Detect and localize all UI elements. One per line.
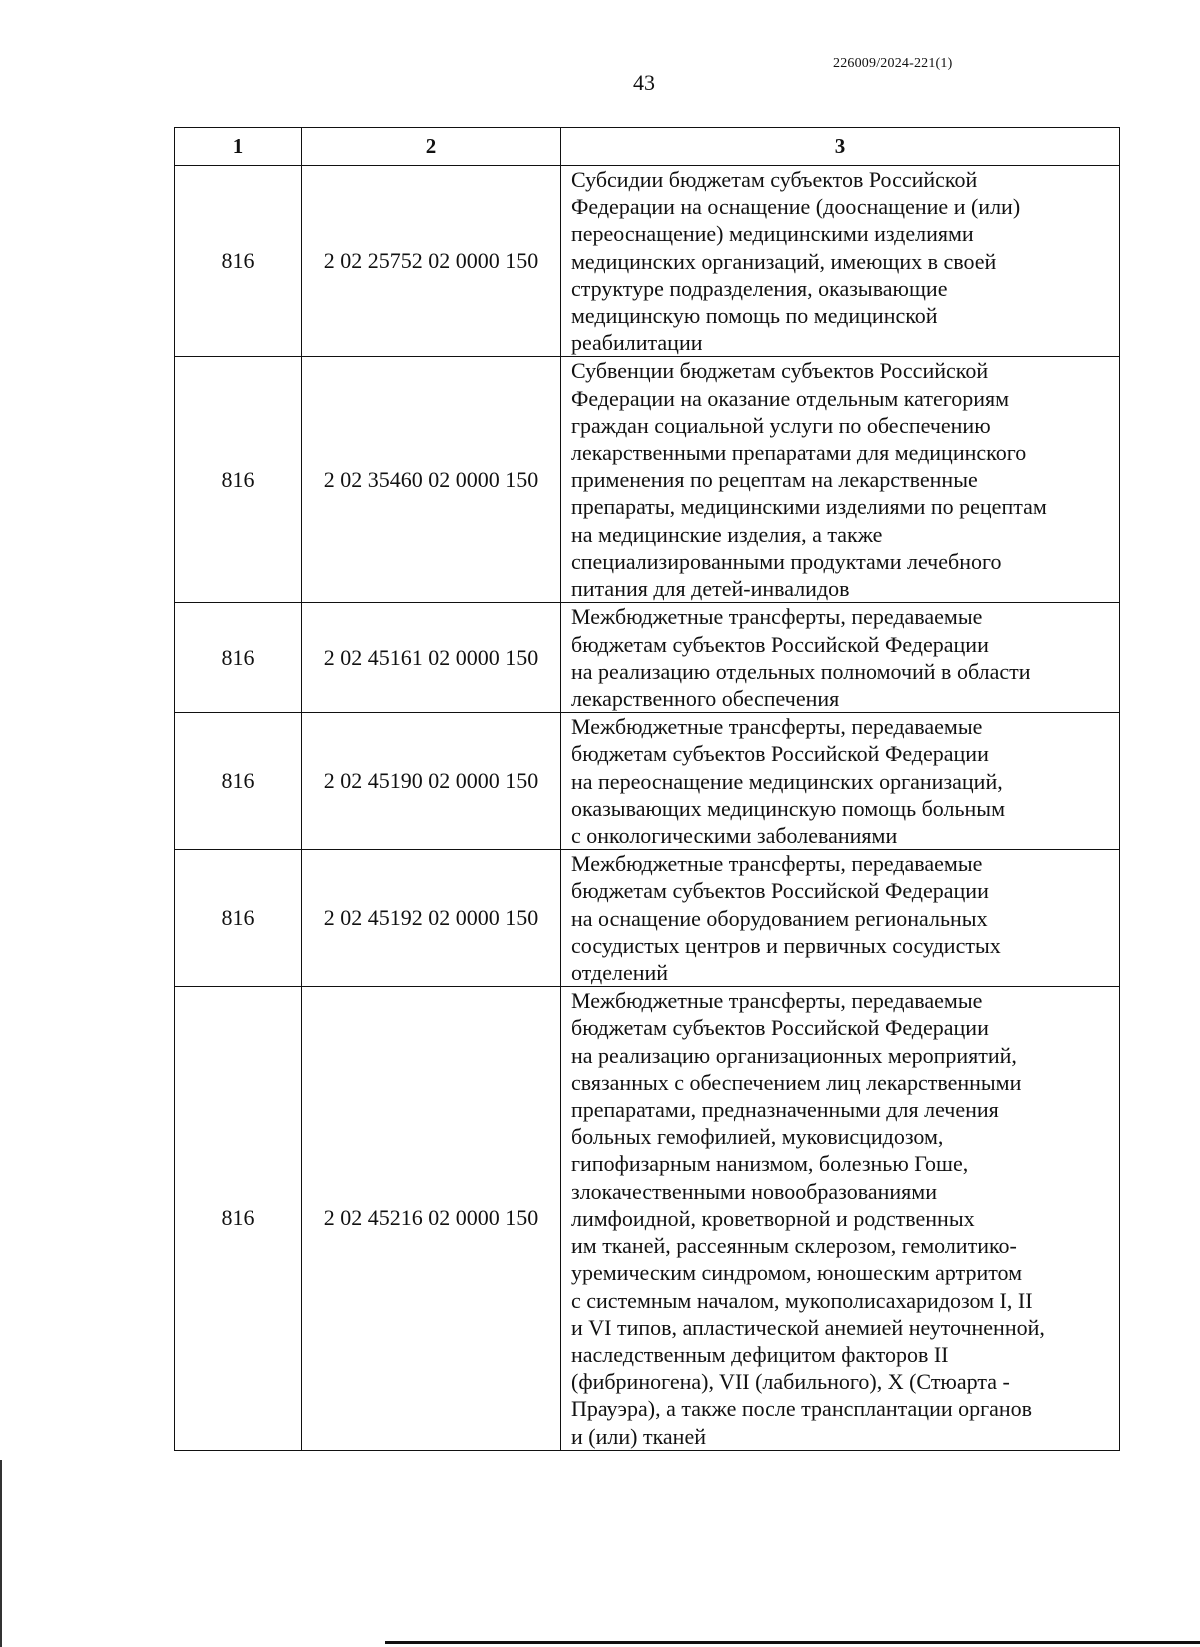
admin-code-cell: 816 (175, 987, 302, 1450)
scan-left-edge (0, 1460, 2, 1647)
table-row (175, 603, 1120, 713)
description-cell: Межбюджетные трансферты, передаваемые бюджетам субъектов Российской Федерации на реализацию отдельных полномочий в области лекарственного обеспечения (561, 603, 1120, 713)
column-header-1: 1 (175, 128, 302, 166)
budget-codes-table (174, 127, 1120, 1451)
table-row (175, 987, 1120, 1450)
description-cell: Субвенции бюджетам субъектов Российской Федерации на оказание отдельным категориям граждан социальной услуги по обеспечению лекарственными препаратами для медицинского применения по рецептам на лекарственные препараты, медицинскими изделиями по рецептам на медицинские изделия, а также специализированными продуктами лечебного питания для детей-инвалидов (561, 357, 1120, 603)
table-row (175, 357, 1120, 603)
budget-code-cell: 2 02 25752 02 0000 150 (302, 166, 561, 357)
page-number: 43 (633, 70, 655, 95)
budget-code-cell: 2 02 45190 02 0000 150 (302, 713, 561, 850)
budget-code-cell: 2 02 45192 02 0000 150 (302, 850, 561, 987)
column-header-2: 2 (302, 128, 561, 166)
description-cell: Межбюджетные трансферты, передаваемые бюджетам субъектов Российской Федерации на оснащение оборудованием региональных сосудистых центров и первичных сосудистых отделений (561, 850, 1120, 987)
admin-code-cell: 816 (175, 603, 302, 713)
budget-code-cell: 2 02 35460 02 0000 150 (302, 357, 561, 603)
admin-code-cell: 816 (175, 850, 302, 987)
table-row (175, 166, 1120, 357)
column-header-3: 3 (561, 128, 1120, 166)
description-cell: Межбюджетные трансферты, передаваемые бюджетам субъектов Российской Федерации на реализацию организационных мероприятий, связанных с обеспечением лиц лекарственными препаратами, предназначенными для лечения больных гемофилией, муковисцидозом, гипофизарным нанизмом, болезнью Гоше, злокачественными новообразованиями лимфоидной, кроветворной и родственных им тканей, рассеянным склерозом, гемолитико- уремическим синдромом, юношеским артритом с системным началом, мукополисахаридозом I, II и VI типов, апластической анемией неуточненной, наследственным дефицитом факторов II (фибриногена), VII (лабильного), X (Стюарта - Прауэра), а также после трансплантации органов и (или) тканей (561, 987, 1120, 1450)
table-row (175, 850, 1120, 987)
table-row (175, 713, 1120, 850)
budget-code-cell: 2 02 45161 02 0000 150 (302, 603, 561, 713)
document-id: 226009/2024-221(1) (833, 56, 953, 71)
admin-code-cell: 816 (175, 166, 302, 357)
budget-code-cell: 2 02 45216 02 0000 150 (302, 987, 561, 1450)
table-header-row (175, 128, 1120, 166)
scan-bottom-edge (385, 1641, 1200, 1644)
admin-code-cell: 816 (175, 357, 302, 603)
admin-code-cell: 816 (175, 713, 302, 850)
description-cell: Субсидии бюджетам субъектов Российской Федерации на оснащение (дооснащение и (или) переоснащение) медицинскими изделиями медицинских организаций, имеющих в своей структуре подразделения, оказывающие медицинскую помощь по медицинской реабилитации (561, 166, 1120, 357)
description-cell: Межбюджетные трансферты, передаваемые бюджетам субъектов Российской Федерации на переоснащение медицинских организаций, оказывающих медицинскую помощь больным с онкологическими заболеваниями (561, 713, 1120, 850)
